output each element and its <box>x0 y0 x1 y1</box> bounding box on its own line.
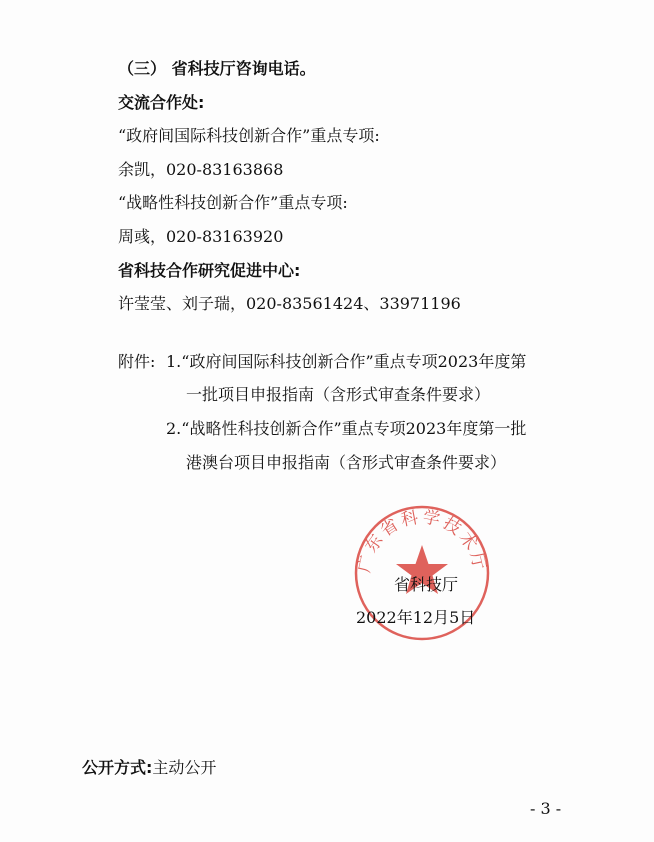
attachment-2-line-1: 2.“战略性科技创新合作”重点专项2023年度第一批 <box>166 419 527 438</box>
page-number: - 3 - <box>530 799 562 818</box>
contact-promotion-center: 许莹莹、刘子瑞，020-83561424、33971196 <box>118 294 461 313</box>
program-title-strategic: “战略性科技创新合作”重点专项: <box>118 193 348 212</box>
disclosure-label: 公开方式: <box>82 758 153 777</box>
contact-intergovernmental: 余凯，020-83163868 <box>118 160 284 179</box>
contact-strategic: 周彧，020-83163920 <box>118 227 284 246</box>
attachments-label: 附件: <box>118 352 156 371</box>
attachment-1-line-2: 一批项目申报指南（含形式审查条件要求） <box>186 385 491 404</box>
attachment-2-line-2: 港澳台项目申报指南（含形式审查条件要求） <box>186 453 507 472</box>
disclosure-value: 主动公开 <box>152 758 217 777</box>
department-promotion-center: 省科技合作研究促进中心: <box>118 261 301 280</box>
department-exchange-cooperation: 交流合作处: <box>118 93 205 112</box>
signing-organization: 省科技厅 <box>394 575 459 594</box>
signing-date: 2022年12月5日 <box>356 608 476 627</box>
seal-text: 广东省科学技术厅 <box>354 507 490 575</box>
section-heading: （三） 省科技厅咨询电话。 <box>118 59 316 78</box>
program-title-intergovernmental: “政府间国际科技创新合作”重点专项: <box>118 126 380 145</box>
attachment-1-line-1: 1.“政府间国际科技创新合作”重点专项2023年度第 <box>166 352 527 371</box>
disclosure-line <box>82 757 216 779</box>
